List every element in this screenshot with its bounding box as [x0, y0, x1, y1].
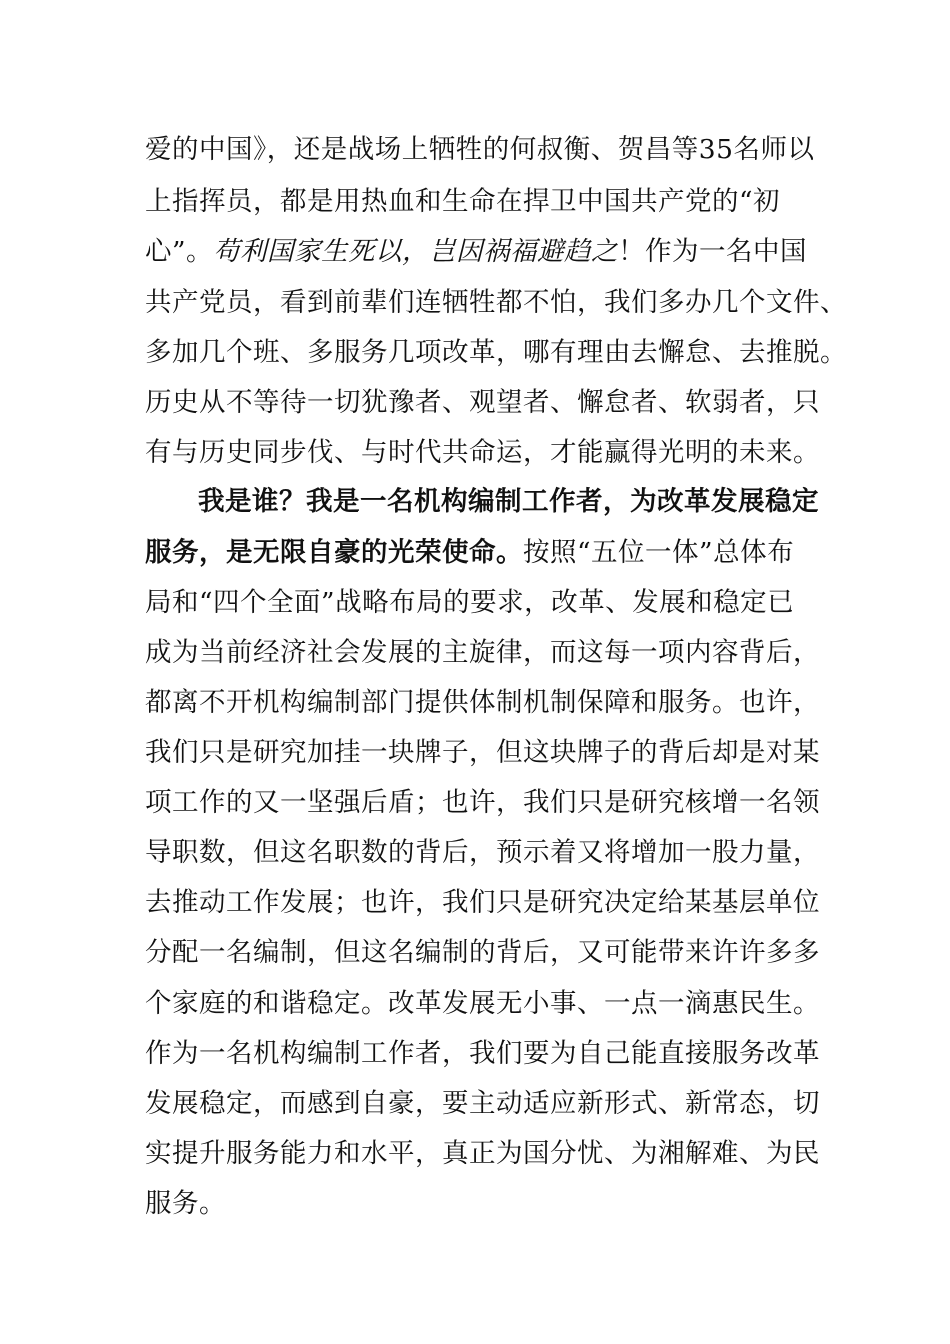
- text-segment: 项工作的又一坚强后盾；也许，我们只是研究核增一名领: [145, 787, 820, 818]
- text-segment: ！作为一名中国: [618, 236, 808, 267]
- text-line-12: [145, 683, 820, 723]
- text-line-13: [145, 733, 820, 773]
- text-segment: 都离不开机构编制部门提供体制机制保障和服务。也许，: [145, 687, 820, 718]
- bold-heading-segment: 服务，是无限自豪的光荣使命。: [145, 537, 523, 568]
- text-line-10: [145, 583, 810, 623]
- text-segment: 发展稳定，而感到自豪，要主动适应新形式、新常态，切: [145, 1088, 820, 1119]
- text-segment: 按照“五位一体”总体布: [523, 537, 795, 568]
- text-segment: 共产党员，看到前辈们连牺牲都不怕，我们多办几个文件、: [145, 287, 847, 318]
- text-line-16: [145, 883, 820, 923]
- text-line-14: [145, 783, 820, 823]
- text-line-4: [145, 283, 847, 323]
- text-segment: 实提升服务能力和水平，真正为国分忧、为湘解难、为民: [145, 1138, 820, 1169]
- text-line-5: [145, 333, 847, 373]
- text-segment: 个家庭的和谐稳定。改革发展无小事、一点一滴惠民生。: [145, 988, 820, 1019]
- section-heading-line-1: [198, 482, 819, 522]
- text-line-11: [145, 633, 820, 673]
- text-segment: 多加几个班、多服务几项改革，哪有理由去懈怠、去推脱。: [145, 337, 847, 368]
- text-line-1: [145, 130, 815, 170]
- text-line-19: [145, 1034, 820, 1074]
- text-segment: 有与历史同步伐、与时代共命运，才能赢得光明的未来。: [145, 437, 820, 468]
- text-line-18: [145, 984, 820, 1024]
- text-segment: 成为当前经济社会发展的主旋律，而这每一项内容背后，: [145, 637, 820, 668]
- text-segment: 心”。: [145, 236, 214, 267]
- text-segment: 作为一名机构编制工作者，我们要为自己能直接服务改革: [145, 1038, 820, 1069]
- text-segment: 局和“四个全面”战略布局的要求，改革、发展和稳定已: [145, 587, 795, 618]
- text-segment: 分配一名编制，但这名编制的背后，又可能带来许许多多: [145, 937, 820, 968]
- text-line-6: [145, 383, 820, 423]
- section-heading-line-2: [145, 533, 810, 573]
- text-line-7: [145, 433, 820, 473]
- italic-quote: 苟利国家生死以，岂因祸福避趋之: [213, 236, 619, 267]
- text-segment: 导职数，但这名职数的背后，预示着又将增加一股力量，: [145, 837, 820, 868]
- text-line-21: [145, 1134, 820, 1174]
- text-segment: 服务。: [145, 1188, 226, 1219]
- bold-heading-segment: 我是谁？我是一名机构编制工作者，为改革发展稳定: [198, 486, 819, 517]
- text-line-22: [145, 1184, 810, 1224]
- text-line-15: [145, 833, 820, 873]
- text-segment: 历史从不等待一切犹豫者、观望者、懈怠者、软弱者，只: [145, 387, 820, 418]
- text-segment: 去推动工作发展；也许，我们只是研究决定给某基层单位: [145, 887, 820, 918]
- text-line-17: [145, 933, 820, 973]
- text-segment: 上指挥员，都是用热血和生命在捍卫中国共产党的“初: [145, 186, 781, 217]
- text-line-2: [145, 182, 810, 222]
- text-segment: 爱的中国》，还是战场上牺牲的何叔衡、贺昌等35名师以: [145, 134, 815, 165]
- text-line-20: [145, 1084, 820, 1124]
- text-line-3: [145, 232, 810, 272]
- text-segment: 我们只是研究加挂一块牌子，但这块牌子的背后却是对某: [145, 737, 820, 768]
